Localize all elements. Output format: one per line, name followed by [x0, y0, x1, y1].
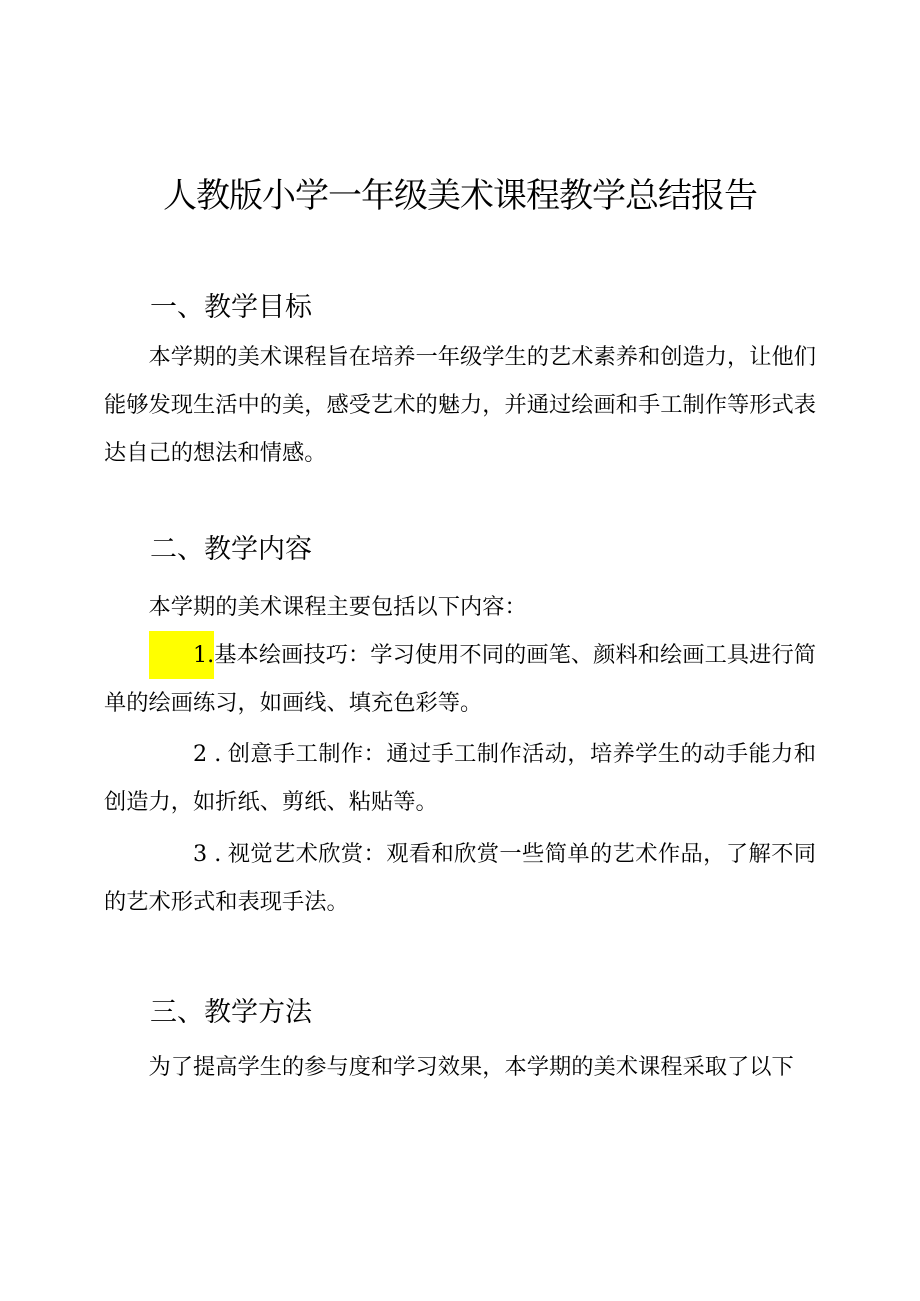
- section-heading-content: 二、教学内容: [150, 534, 312, 565]
- content-item-1: [104, 631, 816, 727]
- content-item-1-number: 1.: [149, 631, 215, 679]
- content-item-3-number: 3 .: [193, 841, 222, 867]
- content-intro: 本学期的美术课程主要包括以下内容：: [148, 594, 527, 620]
- content-item-2-text: 创意手工制作：通过手工制作活动，培养学生的动手能力和创造力，如折纸、剪纸、粘贴等。: [104, 741, 816, 815]
- content-item-2-number: 2 .: [193, 741, 222, 767]
- document-title: 人教版小学一年级美术课程教学总结报告: [163, 176, 757, 216]
- content-item-3-text: 视觉艺术欣赏：观看和欣赏一些简单的艺术作品，了解不同的艺术形式和表现手法。: [104, 841, 816, 915]
- objectives-paragraph: 本学期的美术课程旨在培养一年级学生的艺术素养和创造力，让他们能够发现生活中的美，感受艺术的魅力，并通过绘画和手工制作等形式表达自己的想法和情感。: [104, 344, 816, 466]
- content-item-2: [104, 730, 816, 826]
- section-heading-objectives: 一、教学目标: [150, 292, 312, 323]
- section-heading-methods: 三、教学方法: [150, 997, 312, 1028]
- methods-paragraph: 为了提高学生的参与度和学习效果，本学期的美术课程采取了以下: [148, 1054, 794, 1080]
- content-item-1-text: 基本绘画技巧：学习使用不同的画笔、颜料和绘画工具进行简单的绘画练习，如画线、填充色彩等。: [104, 642, 816, 716]
- content-item-3: [104, 830, 816, 926]
